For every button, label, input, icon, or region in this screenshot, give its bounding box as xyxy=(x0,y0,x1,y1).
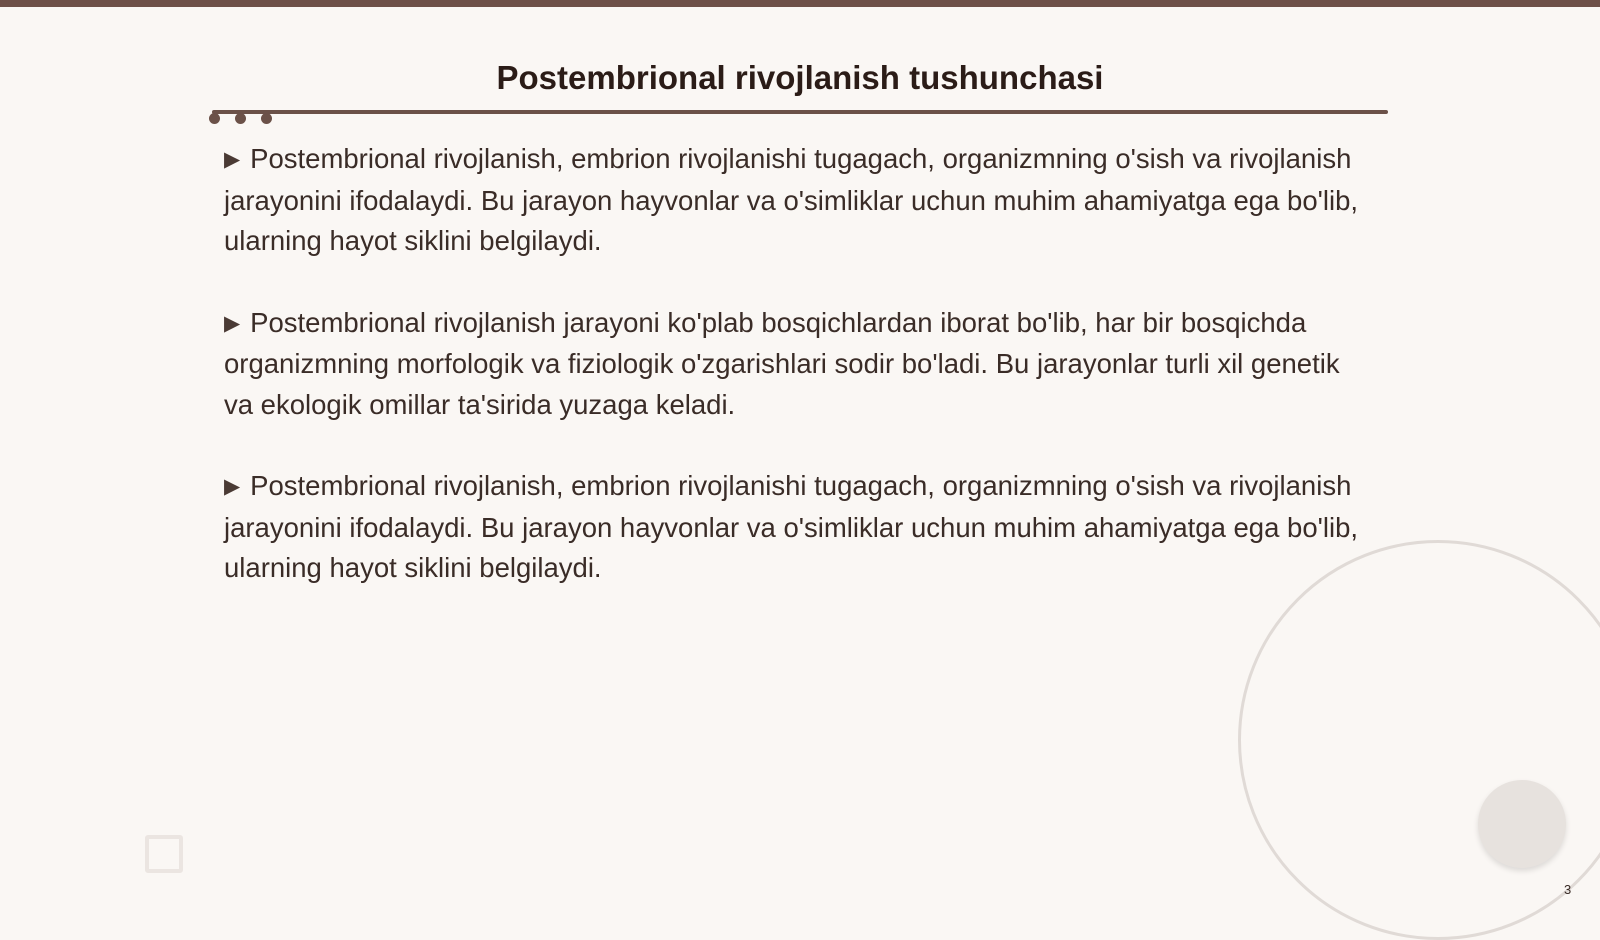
top-accent-bar xyxy=(0,0,1600,7)
triangle-bullet-icon: ▶ xyxy=(224,148,241,171)
decorative-dot-2 xyxy=(235,113,246,124)
decorative-dot-3 xyxy=(261,113,272,124)
bullet-text-1: Postembrional rivojlanish, embrion rivojlanishi tugagach, organizmning o'sish va rivojlanish jarayonini ifodalaydi. Bu jarayon hayvonlar va o'simliklar uchun muhim ahamiyatga ega bo'lib, ularning hayot siklini belgilaydi. xyxy=(224,143,1359,256)
decorative-square-outline xyxy=(145,835,183,873)
triangle-bullet-icon: ▶ xyxy=(224,311,241,335)
page-number: 3 xyxy=(1564,882,1572,897)
decorative-dot-1 xyxy=(209,113,220,124)
decorative-circle-filled xyxy=(1478,780,1566,868)
bullet-item-1 xyxy=(224,139,1364,262)
triangle-bullet-icon: ▶ xyxy=(224,475,241,498)
slide-title: Postembrional rivojlanish tushunchasi xyxy=(496,59,1104,96)
bullet-item-2 xyxy=(224,303,1364,426)
bullet-item-3 xyxy=(224,466,1364,589)
bullet-list xyxy=(224,139,1364,630)
bullet-text-2: Postembrional rivojlanish jarayoni ko'plab bosqichlardan iborat bo'lib, har bir bosqichda organizmning morfologik va fiziologik o'zgarishlari sodir bo'ladi. Bu jarayonlar turli xil genetik va ekologik omillar ta'sirida yuzaga keladi. xyxy=(224,306,1340,420)
bullet-text-3: Postembrional rivojlanish, embrion rivojlanishi tugagach, organizmning o'sish va rivojlanish jarayonini ifodalaydi. Bu jarayon hayvonlar va o'simliklar uchun muhim ahamiyatga ega bo'lib, ularning hayot siklini belgilaydi. xyxy=(224,470,1359,583)
title-underline xyxy=(212,110,1388,114)
